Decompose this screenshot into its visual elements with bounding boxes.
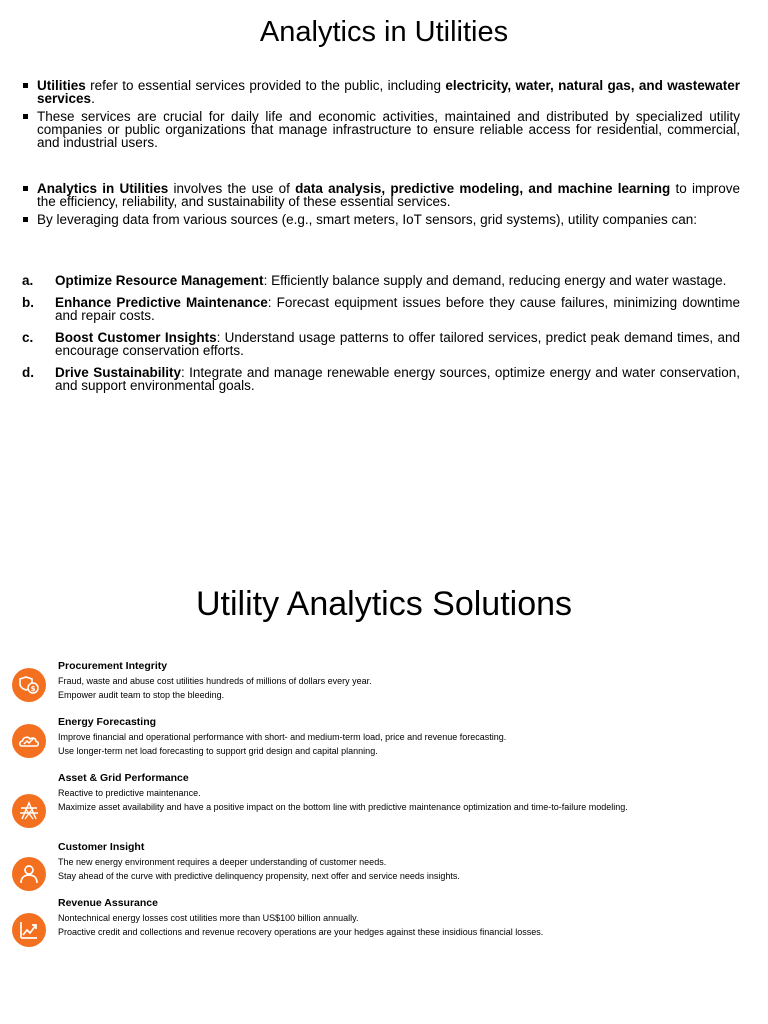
bullet-list-intro [22, 79, 740, 154]
solution-description: Fraud, waste and abuse cost utilities hundreds of millions of dollars every year. Empower audit team to stop the bleeding. [58, 676, 372, 700]
svg-text:$: $ [30, 685, 36, 693]
list-marker: b. [22, 295, 34, 310]
solution-heading: Customer Insight [58, 841, 145, 853]
bullet-item: Utilities refer to essential services provided to the public, including electricity, water, natural gas, and wastewater services. [22, 79, 740, 105]
cloud-chart-icon [12, 724, 46, 758]
grid-tower-icon [12, 794, 46, 828]
customer-person-icon [12, 857, 46, 891]
benefit-item: a. Optimize Resource Management: Efficiently balance supply and demand, reducing energy and water wastage. [22, 273, 727, 288]
solution-customer-insight [12, 841, 710, 883]
page-title: Analytics in Utilities [259, 16, 509, 48]
solution-heading: Asset & Grid Performance [58, 772, 189, 784]
bullet-item: Analytics in Utilities involves the use of data analysis, predictive modeling, and machine learning to improve the efficiency, reliability, and sustainability of these essential services. [22, 182, 740, 208]
benefit-item: b. Enhance Predictive Maintenance: Forecast equipment issues before they cause failures, minimizing downtime and repair costs. [22, 295, 740, 323]
solution-energy-forecasting [12, 716, 710, 758]
solution-revenue-assurance [12, 897, 710, 939]
list-marker: d. [22, 365, 34, 380]
solution-description: Improve financial and operational performance with short- and medium-term load, price and revenue forecasting. Use longer-term net load forecasting to support grid design and capital planning. [58, 732, 507, 756]
bullet-item: By leveraging data from various sources (e.g., smart meters, IoT sensors, grid systems), utility companies can: [22, 213, 740, 226]
list-marker: a. [22, 273, 34, 288]
solution-procurement-integrity [12, 660, 710, 702]
shield-dollar-icon [12, 668, 46, 702]
list-marker: c. [22, 330, 34, 345]
bullet-item: These services are crucial for daily life and economic activities, maintained and distributed by specialized utility companies or public organizations that manage infrastructure to ensure reliable access for residential, commercial, and industrial users. [22, 110, 740, 149]
benefit-item: c. Boost Customer Insights: Understand usage patterns to offer tailored services, predict peak demand times, and encourage conservation efforts. [22, 330, 740, 358]
solution-heading: Revenue Assurance [58, 897, 158, 909]
revenue-chart-icon [12, 913, 46, 947]
solution-heading: Procurement Integrity [58, 660, 168, 672]
solution-description: Reactive to predictive maintenance. Maximize asset availability and have a positive impact on the bottom line with predictive maintenance optimization and time-to-failure modeling. [58, 788, 628, 812]
benefit-list [22, 274, 740, 401]
bullet-list-analytics [22, 182, 740, 231]
solution-description: The new energy environment requires a deeper understanding of customer needs. Stay ahead of the curve with predictive delinquency propensity, next offer and service needs insights. [58, 857, 460, 881]
solution-description: Nontechnical energy losses cost utilities more than US$100 billion annually. Proactive credit and collections and revenue recovery operations are your hedges against these insidious financial losses. [58, 913, 544, 937]
benefit-item: d. Drive Sustainability: Integrate and manage renewable energy sources, optimize energy and water conservation, and support environmental goals. [22, 365, 740, 393]
solution-heading: Energy Forecasting [58, 716, 157, 728]
section-title: Utility Analytics Solutions [195, 585, 573, 623]
solution-asset-grid-performance [12, 772, 710, 814]
